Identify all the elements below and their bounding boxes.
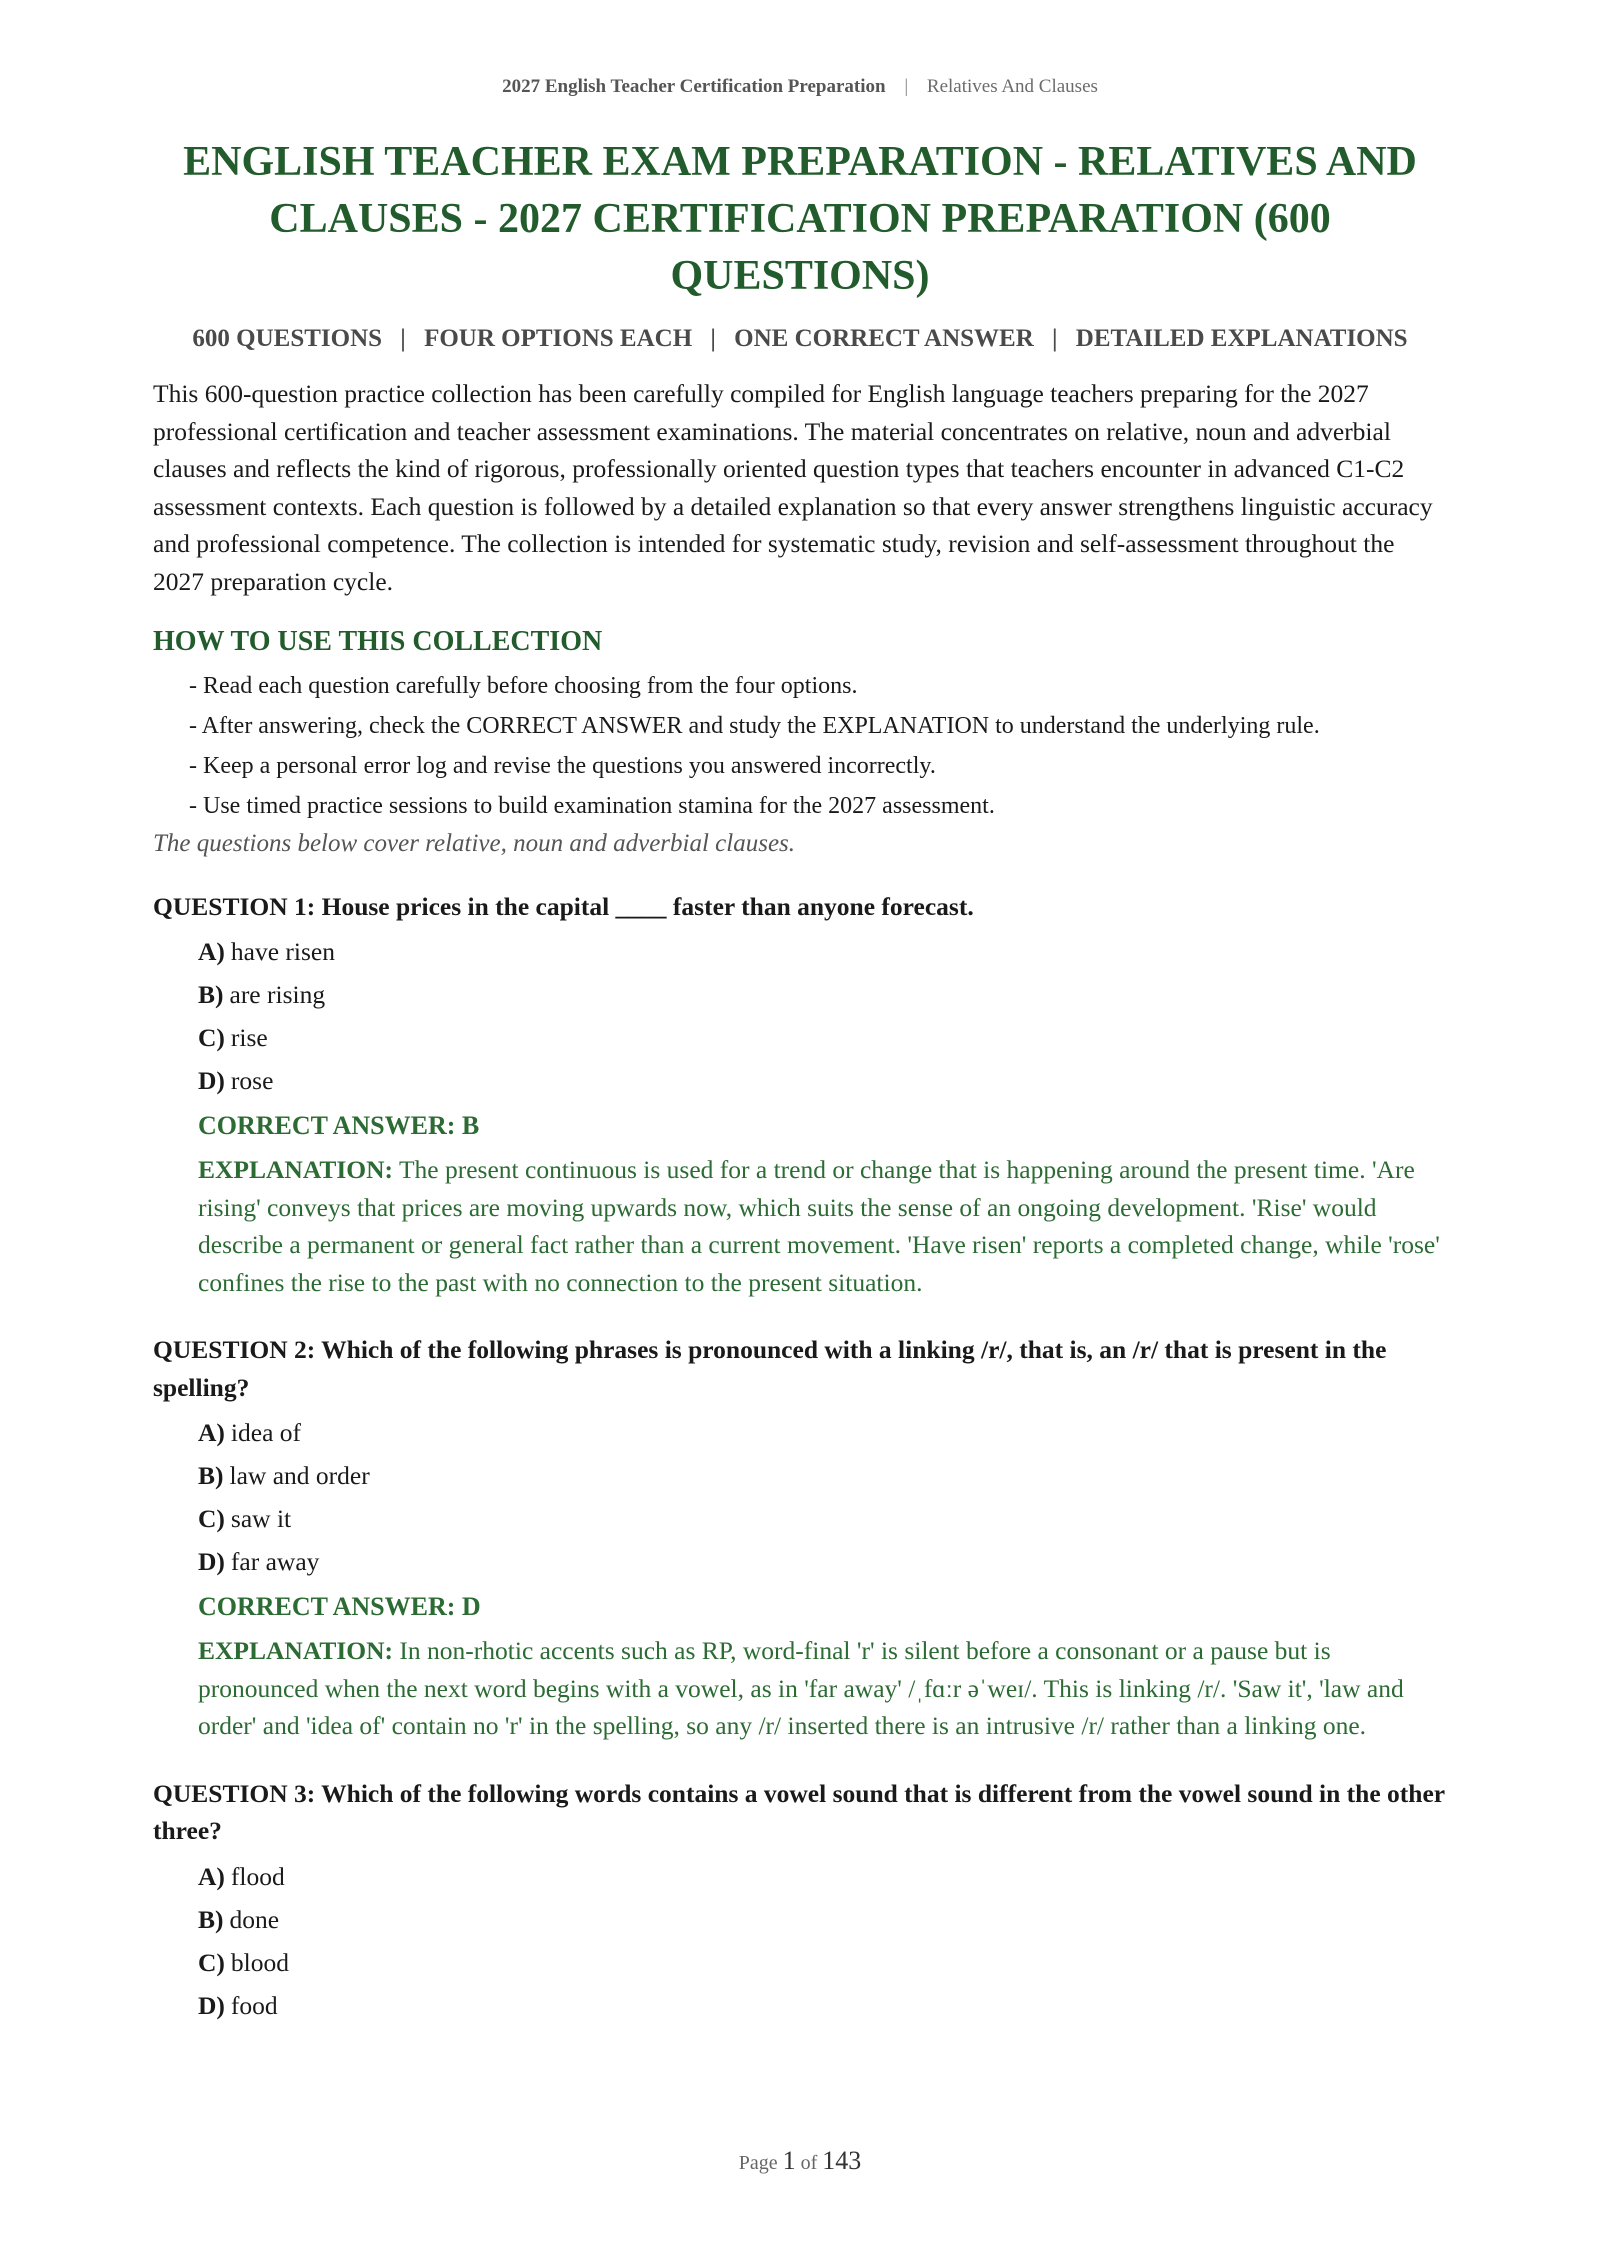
- how-to-item: - After answering, check the CORRECT ANSWER and study the EXPLANATION to understand the underlying rule.: [189, 712, 1320, 739]
- explanation: [153, 1632, 1447, 1745]
- explanation-label: EXPLANATION:: [198, 1636, 394, 1665]
- running-header-separator: |: [904, 76, 909, 97]
- option-text: flood: [230, 1861, 285, 1891]
- option-c[interactable]: [198, 1948, 1447, 1991]
- document-subtitle: [153, 325, 1447, 353]
- option-text: rose: [230, 1066, 274, 1095]
- how-to-heading: HOW TO USE THIS COLLECTION: [153, 625, 603, 657]
- question-2: [153, 1331, 1447, 1745]
- option-letter: C): [198, 1947, 225, 1977]
- option-letter: A): [198, 1418, 225, 1447]
- option-letter: D): [198, 1066, 225, 1095]
- coverage-note: The questions below cover relative, noun and adverbial clauses.: [153, 829, 796, 857]
- question-text: QUESTION 1: House prices in the capital ____ faster than anyone forecast.: [153, 891, 974, 921]
- question-text: QUESTION 2: Which of the following phrases is pronounced with a linking /r/, that is, an /r/ that is present in the spelling?: [153, 1335, 1387, 1402]
- option-text: idea of: [230, 1418, 302, 1447]
- how-to-item: - Read each question carefully before choosing from the four options.: [189, 672, 858, 699]
- option-letter: B): [198, 980, 224, 1009]
- option-c[interactable]: [198, 1023, 1447, 1066]
- subtitle-separator: |: [400, 325, 406, 352]
- page-label: Page: [738, 2152, 778, 2174]
- option-b[interactable]: [198, 1461, 1447, 1504]
- subtitle-separator: |: [710, 325, 716, 352]
- total-pages: 143: [822, 2146, 862, 2175]
- option-a[interactable]: [198, 937, 1447, 980]
- explanation-label: EXPLANATION:: [198, 1155, 394, 1184]
- options-list: [153, 1418, 1447, 1590]
- option-d[interactable]: [198, 1066, 1447, 1109]
- how-to-list: [153, 668, 1447, 824]
- subtitle-separator: |: [1052, 325, 1058, 352]
- option-text: rise: [230, 1023, 268, 1052]
- options-list: [153, 1862, 1447, 2034]
- document-title: ENGLISH TEACHER EXAM PREPARATION - RELATIVES AND CLAUSES - 2027 CERTIFICATION PREPARATION (600 QUESTIONS): [183, 139, 1417, 299]
- explanation-text: In non-rhotic accents such as RP, word-final 'r' is silent before a consonant or a pause but is pronounced when the next word begins with a vowel, as in 'far away' /ˌfɑːr əˈweɪ/. This is linking /r/. 'Saw it', 'law and order' and 'idea of' contain no 'r' in the spelling, so any /r/ inserted there is an intrusive /r/ rather than a linking one.: [198, 1636, 1404, 1740]
- option-letter: A): [198, 937, 225, 966]
- question-1: [153, 888, 1447, 1302]
- option-a[interactable]: [198, 1862, 1447, 1905]
- option-text: done: [229, 1904, 280, 1934]
- option-letter: D): [198, 1547, 225, 1576]
- explanation-text: The present continuous is used for a trend or change that is happening around the present time. 'Are rising' conveys that prices are moving upwards now, which suits the sense of an ongoing development. 'Rise' would describe a permanent or general fact rather than a current movement. 'Have risen' reports a completed change, while 'rose' confines the rise to the past with no connection to the present situation.: [198, 1155, 1440, 1297]
- option-a[interactable]: [198, 1418, 1447, 1461]
- option-b[interactable]: [198, 980, 1447, 1023]
- explanation: [153, 1151, 1447, 1301]
- running-header-section: Relatives And Clauses: [926, 76, 1098, 97]
- option-letter: B): [198, 1904, 224, 1934]
- option-letter: B): [198, 1461, 224, 1490]
- of-label: of: [800, 2152, 818, 2174]
- option-text: blood: [230, 1947, 290, 1977]
- option-letter: D): [198, 1990, 225, 2020]
- option-text: law and order: [229, 1461, 370, 1490]
- page-content: [153, 134, 1447, 2034]
- option-c[interactable]: [198, 1504, 1447, 1547]
- subtitle-item: ONE CORRECT ANSWER: [734, 325, 1034, 352]
- intro-paragraph: This 600-question practice collection has been carefully compiled for English language teachers preparing for the 2027 professional certification and teacher assessment examinations. The material concentrates on relative, noun and adverbial clauses and reflects the kind of rigorous, professionally oriented question types that teachers encounter in advanced C1-C2 assessment contexts. Each question is followed by a detailed explanation so that every answer strengthens linguistic accuracy and professional competence. The collection is intended for systematic study, revision and self-assessment throughout the 2027 preparation cycle.: [153, 379, 1433, 596]
- subtitle-item: DETAILED EXPLANATIONS: [1075, 325, 1408, 352]
- correct-answer: CORRECT ANSWER: D: [198, 1592, 481, 1621]
- how-to-item: - Use timed practice sessions to build examination stamina for the 2027 assessment.: [189, 792, 995, 819]
- option-text: have risen: [230, 937, 336, 966]
- subtitle-item: 600 QUESTIONS: [192, 325, 383, 352]
- option-d[interactable]: [198, 1991, 1447, 2034]
- options-list: [153, 937, 1447, 1109]
- question-3: [153, 1775, 1447, 2034]
- option-text: far away: [230, 1547, 320, 1576]
- option-letter: A): [198, 1861, 225, 1891]
- option-text: saw it: [230, 1504, 292, 1533]
- page-number: 1: [782, 2146, 796, 2175]
- option-text: food: [230, 1990, 278, 2020]
- running-header: [0, 76, 1600, 98]
- running-header-title: 2027 English Teacher Certification Preparation: [502, 76, 886, 97]
- option-text: are rising: [229, 980, 326, 1009]
- option-b[interactable]: [198, 1905, 1447, 1948]
- option-letter: C): [198, 1023, 225, 1052]
- option-letter: C): [198, 1504, 225, 1533]
- subtitle-item: FOUR OPTIONS EACH: [424, 325, 693, 352]
- correct-answer: CORRECT ANSWER: B: [198, 1111, 480, 1140]
- question-text: QUESTION 3: Which of the following words contains a vowel sound that is different from the vowel sound in the other three?: [153, 1778, 1445, 1845]
- page-footer: [0, 2146, 1600, 2176]
- how-to-item: - Keep a personal error log and revise the questions you answered incorrectly.: [189, 752, 936, 779]
- option-d[interactable]: [198, 1547, 1447, 1590]
